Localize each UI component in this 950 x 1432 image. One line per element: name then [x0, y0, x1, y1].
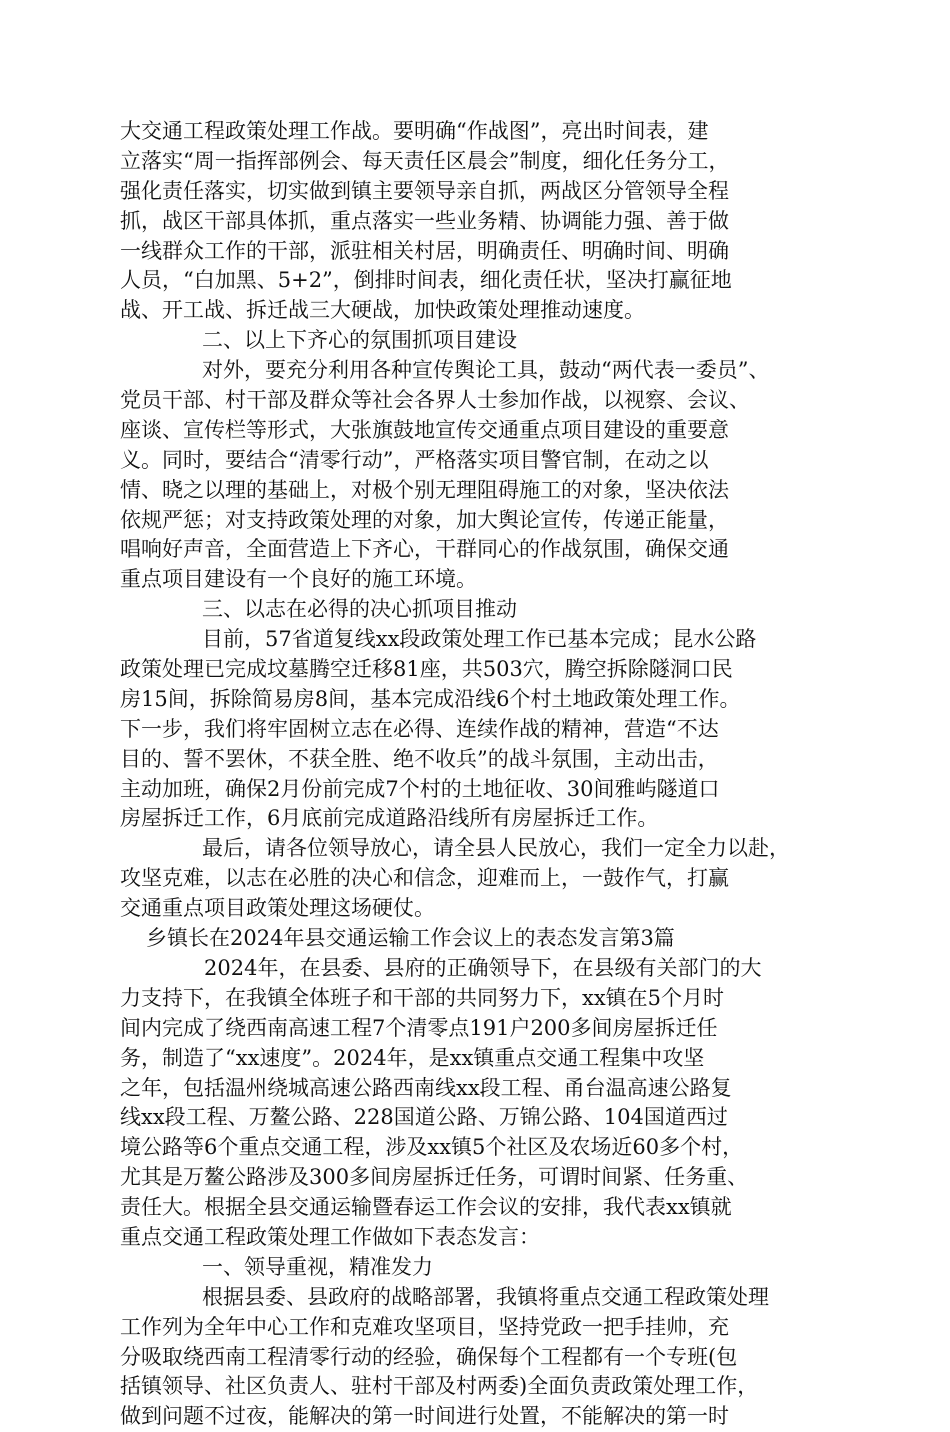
text-line: 依规严惩；对支持政策处理的对象，加大舆论宣传，传递正能量，: [120, 507, 729, 532]
text-line: 之年，包括温州绕城高速公路西南线xx段工程、甬台温高速公路复: [120, 1075, 732, 1100]
section-heading: 一、领导重视，精准发力: [202, 1254, 433, 1279]
text-line: 强化责任落实，切实做到镇主要领导亲自抓，两战区分管领导全程: [120, 178, 729, 203]
text-line: 工作列为全年中心工作和克难攻坚项目，坚持党政一把手挂帅，充: [120, 1314, 729, 1339]
text-line: 攻坚克难，以志在必胜的决心和信念，迎难而上，一鼓作气，打赢: [120, 866, 729, 891]
section-heading: 二、以上下齐心的氛围抓项目建设: [202, 328, 517, 353]
text-line: 重点交通工程政策处理工作做如下表态发言：: [120, 1224, 540, 1249]
text-line: 尤其是万鳌公路涉及300多间房屋拆迁任务，可谓时间紧、任务重、: [120, 1165, 749, 1190]
text-line: 务，制造了“xx速度”。2024年，是xx镇重点交通工程集中攻坚: [120, 1045, 705, 1070]
text-line: 分吸取绕西南工程清零行动的经验，确保每个工程都有一个专班(包: [120, 1344, 738, 1369]
text-line: 责任大。根据全县交通运输暨春运工作会议的安排，我代表xx镇就: [120, 1195, 732, 1220]
text-line: 房15间，拆除简易房8间，基本完成沿线6个村土地政策处理工作。: [120, 686, 741, 711]
text-line: 最后，请各位领导放心，请全县人民放心，我们一定全力以赴，: [202, 836, 790, 861]
text-line: 目的、誓不罢休，不获全胜、绝不收兵”的战斗氛围，主动出击，: [120, 746, 719, 771]
text-line: 房屋拆迁工作，6月底前完成道路沿线所有房屋拆迁工作。: [120, 806, 659, 831]
text-line: 2024年，在县委、县府的正确领导下，在县级有关部门的大: [204, 955, 762, 980]
text-line: 重点项目建设有一个良好的施工环境。: [120, 567, 477, 592]
text-line: 力支持下，在我镇全体班子和干部的共同努力下，xx镇在5个月时: [120, 985, 725, 1010]
text-line: 括镇领导、社区负责人、驻村干部及村两委)全面负责政策处理工作，: [120, 1374, 759, 1399]
document-page: [120, 117, 832, 1432]
text-line: 大交通工程政策处理工作战。要明确“作战图”，亮出时间表，建: [120, 119, 709, 143]
text-line: 线xx段工程、万鳌公路、228国道公路、万锦公路、104国道西过: [120, 1105, 728, 1130]
text-line: 主动加班，确保2月份前完成7个村的土地征收、30间雅屿隧道口: [120, 776, 720, 801]
text-line: 下一步，我们将牢固树立志在必得、连续作战的精神，营造“不达: [120, 716, 719, 741]
text-line: 战、开工战、拆迁战三大硬战，加快政策处理推动速度。: [120, 298, 645, 323]
text-line: 根据县委、县政府的战略部署，我镇将重点交通工程政策处理: [202, 1284, 769, 1309]
text-line: 人员，“白加黑、5+2”，倒排时间表，细化责任状，坚决打赢征地: [120, 268, 732, 293]
text-line: 一线群众工作的干部，派驻相关村居，明确责任、明确时间、明确: [120, 238, 729, 263]
text-line: 目前，57省道复线xx段政策处理工作已基本完成；昆水公路: [202, 627, 757, 652]
text-line: 情、晓之以理的基础上，对极个别无理阻碍施工的对象，坚决依法: [120, 477, 729, 502]
text-line: 党员干部、村干部及群众等社会各界人士参加作战，以视察、会议、: [120, 388, 750, 413]
text-line: 做到问题不过夜，能解决的第一时间进行处置，不能解决的第一时: [120, 1404, 729, 1429]
text-line: 境公路等6个重点交通工程，涉及xx镇5个社区及农场近60多个村，: [120, 1135, 744, 1160]
article-title: 乡镇长在2024年县交通运输工作会议上的表态发言第3篇: [146, 926, 675, 951]
text-line: 座谈、宣传栏等形式，大张旗鼓地宣传交通重点项目建设的重要意: [120, 417, 729, 442]
text-line: 义。同时，要结合“清零行动”，严格落实项目警官制，在动之以: [120, 447, 709, 472]
text-line: 唱响好声音，全面营造上下齐心，干群同心的作战氛围，确保交通: [120, 537, 729, 562]
text-line: 交通重点项目政策处理这场硬仗。: [120, 896, 435, 921]
text-line: 立落实“周一指挥部例会、每天责任区晨会”制度，细化任务分工，: [120, 148, 730, 173]
text-line: 对外，要充分利用各种宣传舆论工具，鼓动“两代表一委员”、: [202, 358, 770, 383]
text-line: 政策处理已完成坟墓腾空迁移81座，共503穴，腾空拆除隧洞口民: [120, 657, 733, 682]
section-heading: 三、以志在必得的决心抓项目推动: [202, 597, 517, 622]
text-line: 间内完成了绕西南高速工程7个清零点191户200多间房屋拆迁任: [120, 1015, 718, 1040]
text-line: 抓，战区干部具体抓，重点落实一些业务精、协调能力强、善于做: [120, 208, 729, 233]
